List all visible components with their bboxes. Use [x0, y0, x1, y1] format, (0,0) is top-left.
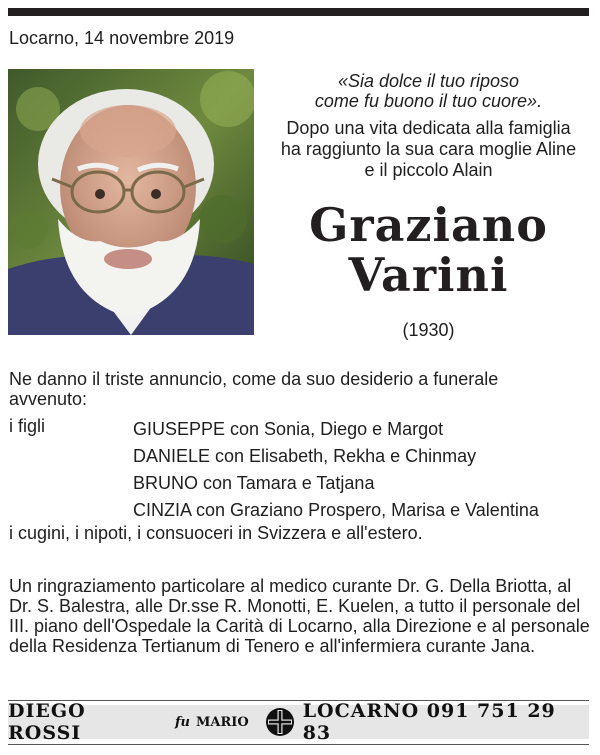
child-row: GIUSEPPE con Sonia, Diego e Margot: [133, 419, 444, 439]
portrait-illustration: [8, 69, 254, 335]
dedication-line-3: e il piccolo Alain: [364, 160, 493, 180]
birth-year: (1930): [402, 320, 455, 340]
dedication-line-2: ha raggiunto la sua cara moglie Aline: [280, 139, 577, 159]
children-list: [133, 416, 593, 524]
child-row: CINZIA con Graziano Prospero, Marisa e Valentina: [133, 500, 539, 520]
cross-circle-icon: [265, 707, 295, 737]
child-row: DANIELE con Elisabeth, Rekha e Chinmay: [133, 446, 477, 466]
relatives-line: i cugini, i nipoti, i consuoceri in Svizzera e all'estero.: [9, 523, 423, 543]
child-row: BRUNO con Tamara e Tatjana: [133, 473, 375, 493]
portrait-photo: [8, 69, 254, 335]
deceased-last-name: Varini: [348, 248, 509, 302]
dateline: Locarno, 14 novembre 2019: [9, 28, 235, 48]
thanks-paragraph: Un ringraziamento particolare al medico curante Dr. G. Della Briotta, al Dr. S. Balestra, alle Dr.sse R. Monotti, E. Kuelen, a tutto il personale del III. piano dell'Ospedale la Carità di Locarno, alla Direzione e al personale della Residenza Tertianum di Tenero e all'infermiera curante Jana.: [9, 576, 590, 656]
dedication-line-1: Dopo una vita dedicata alla famiglia: [286, 118, 571, 138]
quote-line-2: come fu buono il tuo cuore».: [314, 91, 543, 111]
funeral-home-name: DIEGO ROSSI: [8, 700, 86, 744]
footer-mario: MARIO: [196, 714, 249, 730]
funeral-home-footer: [8, 700, 589, 744]
quote: [262, 71, 595, 111]
footer-city-phone: LOCARNO 091 751 29 83: [302, 700, 556, 744]
deceased-first-name: Graziano: [309, 198, 548, 252]
quote-line-1: «Sia dolce il tuo riposo: [337, 71, 520, 91]
dedication: [262, 118, 595, 181]
announcement: Ne danno il triste annuncio, come da suo desiderio a funerale avvenuto:: [9, 369, 499, 409]
footer-rule-bottom: [8, 744, 589, 745]
footer-fu: fu: [174, 714, 190, 730]
top-rule: [8, 8, 589, 16]
deceased-name: [262, 200, 595, 300]
children-label: i figli: [9, 416, 46, 436]
